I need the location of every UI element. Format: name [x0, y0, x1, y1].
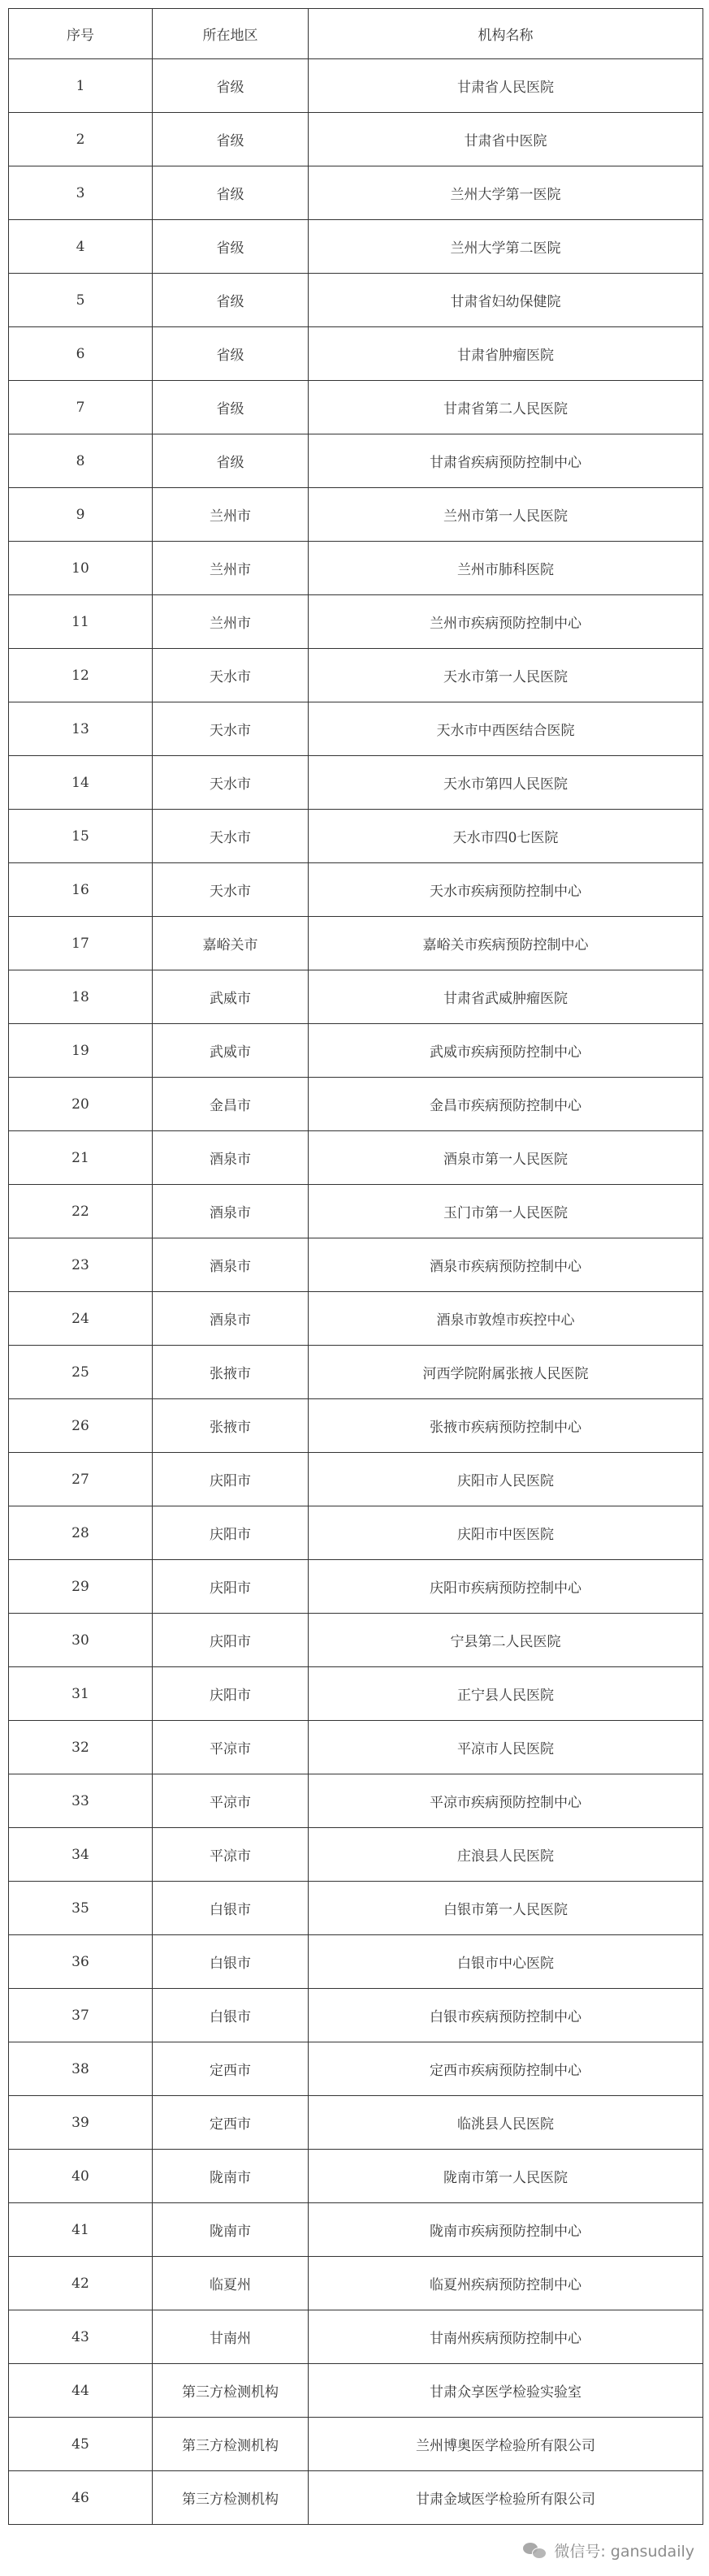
row-index-cell: 46 — [9, 2471, 153, 2525]
wechat-watermark — [523, 2539, 694, 2561]
table-header-row — [9, 9, 703, 59]
row-region-cell: 庆阳市 — [153, 1560, 309, 1614]
row-organization-cell: 庄浪县人民医院 — [309, 1828, 703, 1882]
row-organization-cell: 平凉市疾病预防控制中心 — [309, 1774, 703, 1828]
row-region-cell: 平凉市 — [153, 1721, 309, 1774]
institution-table — [8, 8, 703, 2525]
row-organization-cell: 甘肃省妇幼保健院 — [309, 274, 703, 327]
row-index-cell: 30 — [9, 1614, 153, 1667]
row-index-cell: 20 — [9, 1078, 153, 1131]
table-row — [9, 1185, 703, 1238]
table-row — [9, 1989, 703, 2042]
row-region-cell: 武威市 — [153, 970, 309, 1024]
row-organization-cell: 庆阳市人民医院 — [309, 1453, 703, 1506]
row-region-cell: 金昌市 — [153, 1078, 309, 1131]
row-organization-cell: 河西学院附属张掖人民医院 — [309, 1346, 703, 1399]
row-index-cell: 15 — [9, 810, 153, 863]
row-organization-cell: 兰州市疾病预防控制中心 — [309, 595, 703, 649]
row-region-cell: 庆阳市 — [153, 1506, 309, 1560]
wechat-icon — [523, 2541, 547, 2561]
row-region-cell: 省级 — [153, 113, 309, 166]
row-region-cell: 天水市 — [153, 810, 309, 863]
table-row — [9, 2364, 703, 2418]
row-region-cell: 天水市 — [153, 702, 309, 756]
row-index-cell: 21 — [9, 1131, 153, 1185]
row-organization-cell: 甘肃省人民医院 — [309, 59, 703, 113]
row-organization-cell: 酒泉市疾病预防控制中心 — [309, 1238, 703, 1292]
table-row — [9, 756, 703, 810]
row-organization-cell: 甘肃金域医学检验所有限公司 — [309, 2471, 703, 2525]
row-organization-cell: 金昌市疾病预防控制中心 — [309, 1078, 703, 1131]
row-index-cell: 26 — [9, 1399, 153, 1453]
row-organization-cell: 天水市第四人民医院 — [309, 756, 703, 810]
row-region-cell: 兰州市 — [153, 595, 309, 649]
row-index-cell: 5 — [9, 274, 153, 327]
row-index-cell: 25 — [9, 1346, 153, 1399]
row-index-cell: 35 — [9, 1882, 153, 1935]
row-organization-cell: 甘肃省武威肿瘤医院 — [309, 970, 703, 1024]
table-row — [9, 166, 703, 220]
row-organization-cell: 天水市第一人民医院 — [309, 649, 703, 702]
row-region-cell: 省级 — [153, 327, 309, 381]
row-organization-cell: 酒泉市第一人民医院 — [309, 1131, 703, 1185]
table-row — [9, 1614, 703, 1667]
row-region-cell: 第三方检测机构 — [153, 2364, 309, 2418]
row-index-cell: 44 — [9, 2364, 153, 2418]
row-organization-cell: 兰州市第一人民医院 — [309, 488, 703, 542]
row-index-cell: 27 — [9, 1453, 153, 1506]
row-index-cell: 2 — [9, 113, 153, 166]
row-index-cell: 19 — [9, 1024, 153, 1078]
row-region-cell: 省级 — [153, 434, 309, 488]
row-region-cell: 省级 — [153, 274, 309, 327]
row-organization-cell: 甘南州疾病预防控制中心 — [309, 2310, 703, 2364]
table-row — [9, 917, 703, 970]
row-region-cell: 白银市 — [153, 1882, 309, 1935]
row-index-cell: 45 — [9, 2418, 153, 2471]
row-organization-cell: 甘肃省疾病预防控制中心 — [309, 434, 703, 488]
row-index-cell: 24 — [9, 1292, 153, 1346]
row-organization-cell: 张掖市疾病预防控制中心 — [309, 1399, 703, 1453]
row-region-cell: 省级 — [153, 166, 309, 220]
row-organization-cell: 武威市疾病预防控制中心 — [309, 1024, 703, 1078]
row-index-cell: 22 — [9, 1185, 153, 1238]
row-index-cell: 8 — [9, 434, 153, 488]
row-region-cell: 白银市 — [153, 1989, 309, 2042]
row-organization-cell: 庆阳市疾病预防控制中心 — [309, 1560, 703, 1614]
row-index-cell: 29 — [9, 1560, 153, 1614]
row-index-cell: 6 — [9, 327, 153, 381]
row-index-cell: 3 — [9, 166, 153, 220]
row-region-cell: 白银市 — [153, 1935, 309, 1989]
table-row — [9, 2471, 703, 2525]
table-row — [9, 2042, 703, 2096]
row-region-cell: 临夏州 — [153, 2257, 309, 2310]
table-row — [9, 2096, 703, 2150]
row-region-cell: 甘南州 — [153, 2310, 309, 2364]
row-index-cell: 34 — [9, 1828, 153, 1882]
table-row — [9, 1346, 703, 1399]
header-region: 所在地区 — [153, 9, 309, 59]
row-index-cell: 39 — [9, 2096, 153, 2150]
table-row — [9, 1721, 703, 1774]
row-index-cell: 4 — [9, 220, 153, 274]
row-region-cell: 张掖市 — [153, 1346, 309, 1399]
row-organization-cell: 宁县第二人民医院 — [309, 1614, 703, 1667]
row-index-cell: 16 — [9, 863, 153, 917]
row-index-cell: 36 — [9, 1935, 153, 1989]
table-row — [9, 1399, 703, 1453]
row-region-cell: 天水市 — [153, 649, 309, 702]
row-region-cell: 定西市 — [153, 2096, 309, 2150]
table-row — [9, 59, 703, 113]
watermark-text: 微信号: gansudaily — [554, 2543, 694, 2561]
row-index-cell: 9 — [9, 488, 153, 542]
row-region-cell: 张掖市 — [153, 1399, 309, 1453]
table-row — [9, 1882, 703, 1935]
row-index-cell: 31 — [9, 1667, 153, 1721]
row-organization-cell: 玉门市第一人民医院 — [309, 1185, 703, 1238]
institution-table-container — [8, 8, 703, 2525]
row-organization-cell: 天水市疾病预防控制中心 — [309, 863, 703, 917]
row-region-cell: 酒泉市 — [153, 1292, 309, 1346]
row-region-cell: 庆阳市 — [153, 1614, 309, 1667]
row-organization-cell: 兰州大学第二医院 — [309, 220, 703, 274]
table-row — [9, 1292, 703, 1346]
row-organization-cell: 临洮县人民医院 — [309, 2096, 703, 2150]
row-index-cell: 10 — [9, 542, 153, 595]
row-region-cell: 定西市 — [153, 2042, 309, 2096]
table-row — [9, 649, 703, 702]
table-row — [9, 1024, 703, 1078]
row-region-cell: 庆阳市 — [153, 1667, 309, 1721]
row-region-cell: 陇南市 — [153, 2203, 309, 2257]
row-index-cell: 38 — [9, 2042, 153, 2096]
row-region-cell: 平凉市 — [153, 1828, 309, 1882]
row-region-cell: 第三方检测机构 — [153, 2418, 309, 2471]
table-row — [9, 381, 703, 434]
row-organization-cell: 白银市中心医院 — [309, 1935, 703, 1989]
table-row — [9, 1560, 703, 1614]
row-index-cell: 14 — [9, 756, 153, 810]
table-row — [9, 595, 703, 649]
row-organization-cell: 甘肃省肿瘤医院 — [309, 327, 703, 381]
row-region-cell: 平凉市 — [153, 1774, 309, 1828]
row-organization-cell: 天水市中西医结合医院 — [309, 702, 703, 756]
row-organization-cell: 白银市疾病预防控制中心 — [309, 1989, 703, 2042]
table-row — [9, 1935, 703, 1989]
row-region-cell: 省级 — [153, 59, 309, 113]
table-body — [9, 59, 703, 2525]
row-organization-cell: 平凉市人民医院 — [309, 1721, 703, 1774]
row-index-cell: 7 — [9, 381, 153, 434]
row-region-cell: 省级 — [153, 220, 309, 274]
table-row — [9, 863, 703, 917]
table-row — [9, 2203, 703, 2257]
row-index-cell: 33 — [9, 1774, 153, 1828]
table-row — [9, 274, 703, 327]
row-organization-cell: 庆阳市中医医院 — [309, 1506, 703, 1560]
row-organization-cell: 甘肃省第二人民医院 — [309, 381, 703, 434]
table-row — [9, 1131, 703, 1185]
row-organization-cell: 陇南市第一人民医院 — [309, 2150, 703, 2203]
row-index-cell: 28 — [9, 1506, 153, 1560]
row-index-cell: 23 — [9, 1238, 153, 1292]
row-organization-cell: 天水市四0七医院 — [309, 810, 703, 863]
row-region-cell: 第三方检测机构 — [153, 2471, 309, 2525]
table-row — [9, 488, 703, 542]
row-region-cell: 武威市 — [153, 1024, 309, 1078]
row-region-cell: 酒泉市 — [153, 1131, 309, 1185]
row-region-cell: 天水市 — [153, 756, 309, 810]
row-index-cell: 32 — [9, 1721, 153, 1774]
row-index-cell: 43 — [9, 2310, 153, 2364]
row-region-cell: 省级 — [153, 381, 309, 434]
header-organization: 机构名称 — [309, 9, 703, 59]
row-region-cell: 庆阳市 — [153, 1453, 309, 1506]
row-organization-cell: 陇南市疾病预防控制中心 — [309, 2203, 703, 2257]
row-organization-cell: 定西市疾病预防控制中心 — [309, 2042, 703, 2096]
row-region-cell: 兰州市 — [153, 542, 309, 595]
row-index-cell: 18 — [9, 970, 153, 1024]
table-row — [9, 1453, 703, 1506]
row-index-cell: 1 — [9, 59, 153, 113]
row-organization-cell: 白银市第一人民医院 — [309, 1882, 703, 1935]
table-row — [9, 2418, 703, 2471]
row-organization-cell: 甘肃省中医院 — [309, 113, 703, 166]
table-row — [9, 702, 703, 756]
row-organization-cell: 兰州市肺科医院 — [309, 542, 703, 595]
row-organization-cell: 嘉峪关市疾病预防控制中心 — [309, 917, 703, 970]
row-index-cell: 17 — [9, 917, 153, 970]
table-row — [9, 1667, 703, 1721]
table-row — [9, 327, 703, 381]
row-organization-cell: 兰州大学第一医院 — [309, 166, 703, 220]
row-organization-cell: 正宁县人民医院 — [309, 1667, 703, 1721]
table-row — [9, 2150, 703, 2203]
row-index-cell: 13 — [9, 702, 153, 756]
row-region-cell: 酒泉市 — [153, 1238, 309, 1292]
table-row — [9, 1506, 703, 1560]
table-row — [9, 1828, 703, 1882]
table-row — [9, 1238, 703, 1292]
row-organization-cell: 酒泉市敦煌市疾控中心 — [309, 1292, 703, 1346]
row-region-cell: 兰州市 — [153, 488, 309, 542]
header-index: 序号 — [9, 9, 153, 59]
table-row — [9, 2257, 703, 2310]
row-region-cell: 酒泉市 — [153, 1185, 309, 1238]
row-index-cell: 40 — [9, 2150, 153, 2203]
row-index-cell: 37 — [9, 1989, 153, 2042]
row-region-cell: 天水市 — [153, 863, 309, 917]
table-row — [9, 1774, 703, 1828]
row-organization-cell: 兰州博奥医学检验所有限公司 — [309, 2418, 703, 2471]
table-row — [9, 542, 703, 595]
row-organization-cell: 临夏州疾病预防控制中心 — [309, 2257, 703, 2310]
table-row — [9, 2310, 703, 2364]
row-index-cell: 12 — [9, 649, 153, 702]
table-row — [9, 220, 703, 274]
table-row — [9, 810, 703, 863]
table-row — [9, 434, 703, 488]
row-index-cell: 11 — [9, 595, 153, 649]
row-index-cell: 42 — [9, 2257, 153, 2310]
row-index-cell: 41 — [9, 2203, 153, 2257]
table-row — [9, 970, 703, 1024]
row-organization-cell: 甘肃众享医学检验实验室 — [309, 2364, 703, 2418]
table-row — [9, 113, 703, 166]
row-region-cell: 陇南市 — [153, 2150, 309, 2203]
table-row — [9, 1078, 703, 1131]
row-region-cell: 嘉峪关市 — [153, 917, 309, 970]
